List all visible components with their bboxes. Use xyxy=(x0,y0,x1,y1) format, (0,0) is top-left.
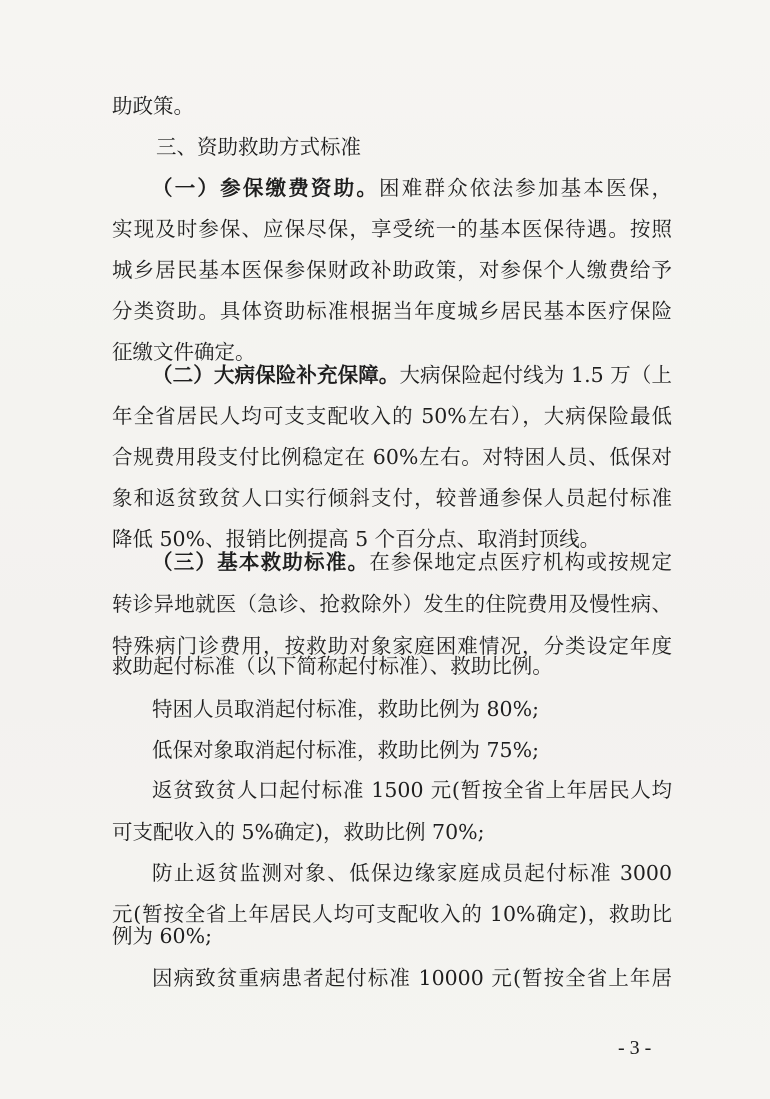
paragraph-line: 年全省居民人均可支支配收入的 50%左右），大病保险最低 xyxy=(112,404,672,428)
paragraph-line: 转诊异地就医（急诊、抢救除外）发生的住院费用及慢性病、 xyxy=(112,592,672,616)
paragraph-line: （一）参保缴费资助。困难群众依法参加基本医保， xyxy=(152,176,672,200)
paragraph-line: 特困人员取消起付标准，救助比例为 80%; xyxy=(152,697,539,721)
paragraph-line: 合规费用段支付比例稳定在 60%左右。对特困人员、低保对 xyxy=(112,445,672,469)
subsection-heading: （二）大病保险补充保障。 xyxy=(152,363,400,387)
paragraph-line: 分类资助。具体资助标准根据当年度城乡居民基本医疗保险 xyxy=(112,299,672,323)
paragraph-line: （三）基本救助标准。在参保地定点医疗机构或按规定 xyxy=(152,550,672,574)
paragraph-line: 实现及时参保、应保尽保，享受统一的基本医保待遇。按照 xyxy=(112,217,672,241)
paragraph-line: （二）大病保险补充保障。大病保险起付线为 1.5 万（上 xyxy=(152,363,672,387)
paragraph-line: 因病致贫重病患者起付标准 10000 元(暂按全省上年居 xyxy=(152,966,672,990)
section-heading: 三、资助救助方式标准 xyxy=(156,135,361,159)
page-number: - 3 - xyxy=(618,1037,652,1059)
paragraph-line: 征缴文件确定。 xyxy=(112,340,256,364)
subsection-heading: （一）参保缴费资助。 xyxy=(152,176,380,200)
paragraph-line: 特殊病门诊费用，按救助对象家庭困难情况，分类设定年度 xyxy=(112,634,672,658)
paragraph-line: 救助起付标准（以下简称起付标准）、救助比例。 xyxy=(112,654,553,678)
paragraph-line: 象和返贫致贫人口实行倾斜支付，较普通参保人员起付标准 xyxy=(112,486,672,510)
paragraph-line: 助政策。 xyxy=(112,94,194,118)
paragraph-line: 例为 60%; xyxy=(112,924,212,948)
paragraph-line: 可支配收入的 5%确定)，救助比例 70%; xyxy=(112,820,485,844)
paragraph-line: 降低 50%、报销比例提高 5 个百分点、取消封顶线。 xyxy=(112,527,601,551)
paragraph-line: 低保对象取消起付标准，救助比例为 75%; xyxy=(152,738,539,762)
paragraph-line: 防止返贫监测对象、低保边缘家庭成员起付标准 3000 xyxy=(152,861,672,885)
paragraph-line: 返贫致贫人口起付标准 1500 元(暂按全省上年居民人均 xyxy=(152,778,672,802)
paragraph-line: 城乡居民基本医保参保财政补助政策，对参保个人缴费给予 xyxy=(112,258,672,282)
subsection-heading: （三）基本救助标准。 xyxy=(152,550,370,574)
paragraph-line: 元(暂按全省上年居民人均可支配收入的 10%确定)，救助比 xyxy=(112,902,672,926)
